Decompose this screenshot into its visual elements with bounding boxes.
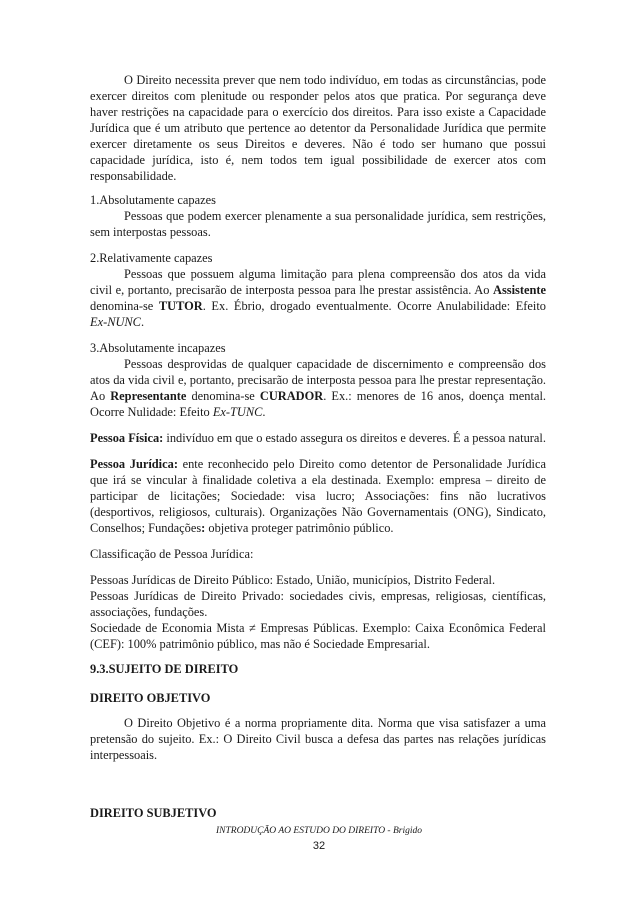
section-3-text-d: . <box>262 405 266 419</box>
objetivo-heading: DIREITO OBJETIVO <box>90 691 211 705</box>
ex-nunc-term: Ex-NUNC <box>90 315 141 329</box>
page-number: 32 <box>312 840 326 852</box>
sujeito-heading: 9.3.SUJEITO DE DIREITO <box>90 662 239 676</box>
classificacao-title: Classificação de Pessoa Jurídica: <box>90 547 254 561</box>
classificacao-line-publico: Pessoas Jurídicas de Direito Público: Estado, União, municípios, Distrito Federal. <box>90 573 496 587</box>
section-2-text-b: denomina-se <box>90 299 159 313</box>
pessoa-juridica-text-a: ente reconhecido pelo Direito como detentor de Personalidade Jurídica que irá se vincular à finalidade coletiva a ela destinada. Exemplo: empresa – direito de participar de licitações; Sociedade: visa lucro; Associações: fins não lucrativos (desportivos, religiosos, culturais). Organizações Não Governamentais (ONG), Sindicato, Conselhos; Fundações <box>90 457 546 535</box>
intro-paragraph: O Direito necessita prever que nem todo indivíduo, em todas as circunstâncias, pode exercer direitos com plenitude ou responder pelos atos que pratica. Por segurança deve haver restrições na capacidade para o exercício dos direitos. Para isso existe a Capacidade Jurídica que é um atributo que pertence ao detentor da Personalidade Jurídica que permite exercer diretamente os seus Direitos e deveres. Não é todo ser humano que possui capacidade jurídica, isto é, nem todos tem igual possibilidade de exercer atos com responsabilidade. <box>90 73 546 183</box>
pessoa-juridica-label: Pessoa Jurídica: <box>90 457 178 471</box>
objetivo-text: O Direito Objetivo é a norma propriamente dita. Norma que visa satisfazer a uma pretensão do sujeito. Ex.: O Direito Civil busca a defesa das partes nas relações jurídicas interpessoais. <box>90 716 546 762</box>
representante-term: Representante <box>110 389 187 403</box>
subjetivo-heading: DIREITO SUBJETIVO <box>90 806 217 820</box>
document-body <box>90 72 546 763</box>
section-3-text-a: Pessoas desprovidas de qualquer capacidade de discernimento e compreensão dos atos da vida civil e, portanto, precisarão de interposta pessoa para lhe prestar representação. Ao <box>90 357 546 403</box>
pessoa-fisica-text: indivíduo em que o estado assegura os direitos e deveres. É a pessoa natural. <box>163 431 546 445</box>
section-3-title: 3.Absolutamente incapazes <box>90 341 226 355</box>
pessoa-fisica-label: Pessoa Física: <box>90 431 164 445</box>
ex-tunc-term: Ex-TUNC <box>212 405 263 419</box>
fundacoes-colon: : <box>201 521 206 535</box>
pessoa-juridica-paragraph <box>90 456 546 536</box>
section-2-text <box>90 266 546 330</box>
section-2-text-a: Pessoas que possuem alguma limitação para plena compreensão dos atos da vida civil e, portanto, precisarão de interposta pessoa para lhe prestar assistência. Ao <box>90 267 546 297</box>
section-3-text <box>90 356 546 420</box>
section-2-text-d: . <box>140 315 145 329</box>
section-1-text: Pessoas que podem exercer plenamente a sua personalidade jurídica, sem restrições, sem interpostas pessoas. <box>90 209 546 239</box>
section-3-text-c: . Ex.: menores de 16 anos, doença mental. Ocorre Nulidade: Efeito <box>90 389 546 419</box>
pessoa-fisica-paragraph <box>90 430 546 446</box>
classificacao-line-economia-mista: Sociedade de Economia Mista ≠ Empresas Públicas. Exemplo: Caixa Econômica Federal (CEF): 100% patrimônio público, mas não é Sociedade Empresarial. <box>90 621 546 651</box>
section-1-title: 1.Absolutamente capazes <box>90 193 216 207</box>
assistente-term: Assistente <box>493 283 546 297</box>
tutor-term: TUTOR <box>158 299 203 313</box>
section-3-text-b: denomina-se <box>186 389 260 403</box>
classificacao-line-privado: Pessoas Jurídicas de Direito Privado: sociedades civis, empresas, religiosas, científicas, associações, fundações. <box>90 589 546 619</box>
section-2-title: 2.Relativamente capazes <box>90 251 213 265</box>
section-2-text-c: . Ex. Ébrio, drogado eventualmente. Ocorre Anulabilidade: Efeito <box>202 299 547 313</box>
pessoa-juridica-text-b: objetiva proteger patrimônio público. <box>205 521 394 535</box>
page-footer: INTRODUÇÃO AO ESTUDO DO DIREITO - Brigido <box>215 826 422 836</box>
curador-term: CURADOR <box>259 389 324 403</box>
